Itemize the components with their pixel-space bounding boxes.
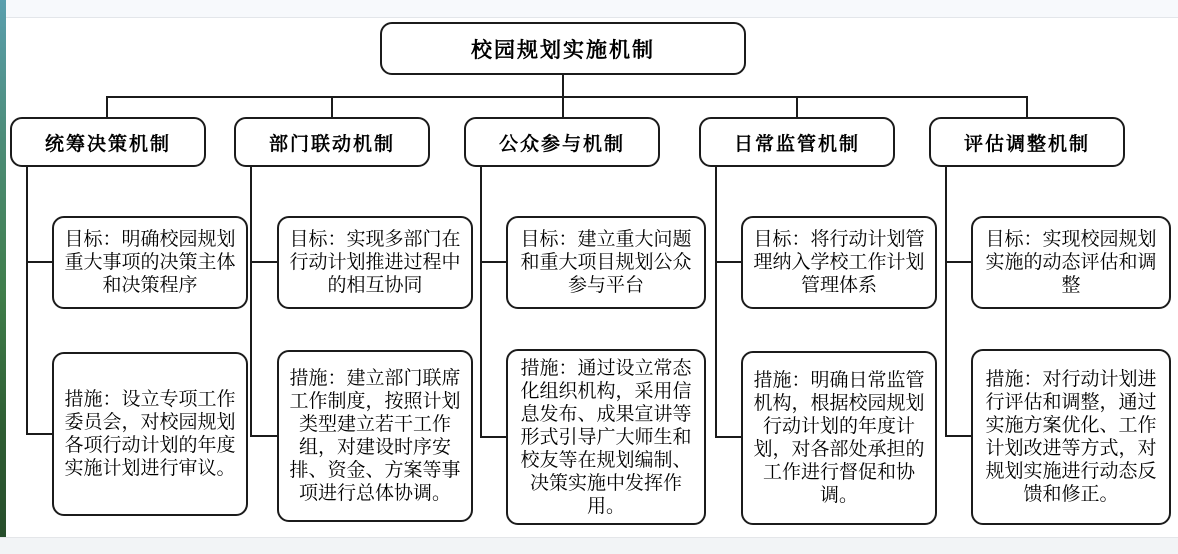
window-bottom-strip <box>0 537 1178 554</box>
measure-node-public: 措施：通过设立常态化组织机构，采用信息发布、成果宣讲等形式引导广大师生和校友等在规划编制、决策实施中发挥作用。 <box>506 349 706 525</box>
connector-drop-2 <box>331 96 333 118</box>
goal-node-linkage: 目标：实现多部门在行动计划推进过程中的相互协同 <box>277 216 473 309</box>
connector-branch-3-measure-stub <box>480 436 506 438</box>
branch-node-evaluation: 评估调整机制 <box>929 117 1125 167</box>
connector-branch-1-goal-stub <box>26 261 52 263</box>
root-node: 校园规划实施机制 <box>380 22 746 75</box>
connector-branch-3-spine <box>480 167 482 438</box>
connector-branch-4-measure-stub <box>715 436 741 438</box>
connector-branch-5-goal-stub <box>945 261 971 263</box>
goal-node-evaluation: 目标：实现校园规划实施的动态评估和调整 <box>971 216 1171 309</box>
connector-branch-2-goal-stub <box>250 261 277 263</box>
connector-branch-4-goal-stub <box>715 261 741 263</box>
connector-root-drop <box>562 75 564 97</box>
connector-branch-3-goal-stub <box>480 261 506 263</box>
connector-branch-2-spine <box>250 167 252 437</box>
branch-node-public: 公众参与机制 <box>464 117 660 167</box>
connector-drop-4 <box>796 96 798 118</box>
connector-branch-2-measure-stub <box>250 435 277 437</box>
wallpaper-edge-strip <box>0 0 6 537</box>
connector-branch-4-spine <box>715 167 717 438</box>
goal-node-decision: 目标：明确校园规划重大事项的决策主体和决策程序 <box>52 216 248 309</box>
goal-node-public: 目标：建立重大问题和重大项目规划公众参与平台 <box>506 216 706 309</box>
connector-drop-3 <box>562 96 564 118</box>
connector-branch-1-measure-stub <box>26 433 52 435</box>
branch-node-linkage: 部门联动机制 <box>234 117 430 167</box>
branch-node-decision: 统筹决策机制 <box>10 117 206 167</box>
connector-drop-1 <box>106 96 108 118</box>
branch-node-supervision: 日常监管机制 <box>699 117 895 167</box>
measure-node-decision: 措施：设立专项工作委员会，对校园规划各项行动计划的年度实施计划进行审议。 <box>52 352 248 516</box>
connector-bus <box>106 96 1028 98</box>
connector-branch-5-spine <box>945 167 947 437</box>
connector-branch-1-spine <box>26 167 28 435</box>
connector-branch-5-measure-stub <box>945 435 971 437</box>
measure-node-linkage: 措施：建立部门联席工作制度，按照计划类型建立若干工作组，对建设时序安排、资金、方案等事项进行总体协调。 <box>277 350 473 522</box>
goal-node-supervision: 目标：将行动计划管理纳入学校工作计划管理体系 <box>741 216 937 309</box>
window-top-strip <box>0 0 1178 18</box>
connector-drop-5 <box>1026 96 1028 118</box>
measure-node-evaluation: 措施：对行动计划进行评估和调整，通过实施方案优化、工作计划改进等方式，对规划实施进行动态反馈和修正。 <box>971 349 1171 525</box>
measure-node-supervision: 措施：明确日常监管机构，根据校园规划行动计划的年度计划，对各部处承担的工作进行督促和协调。 <box>741 351 937 525</box>
